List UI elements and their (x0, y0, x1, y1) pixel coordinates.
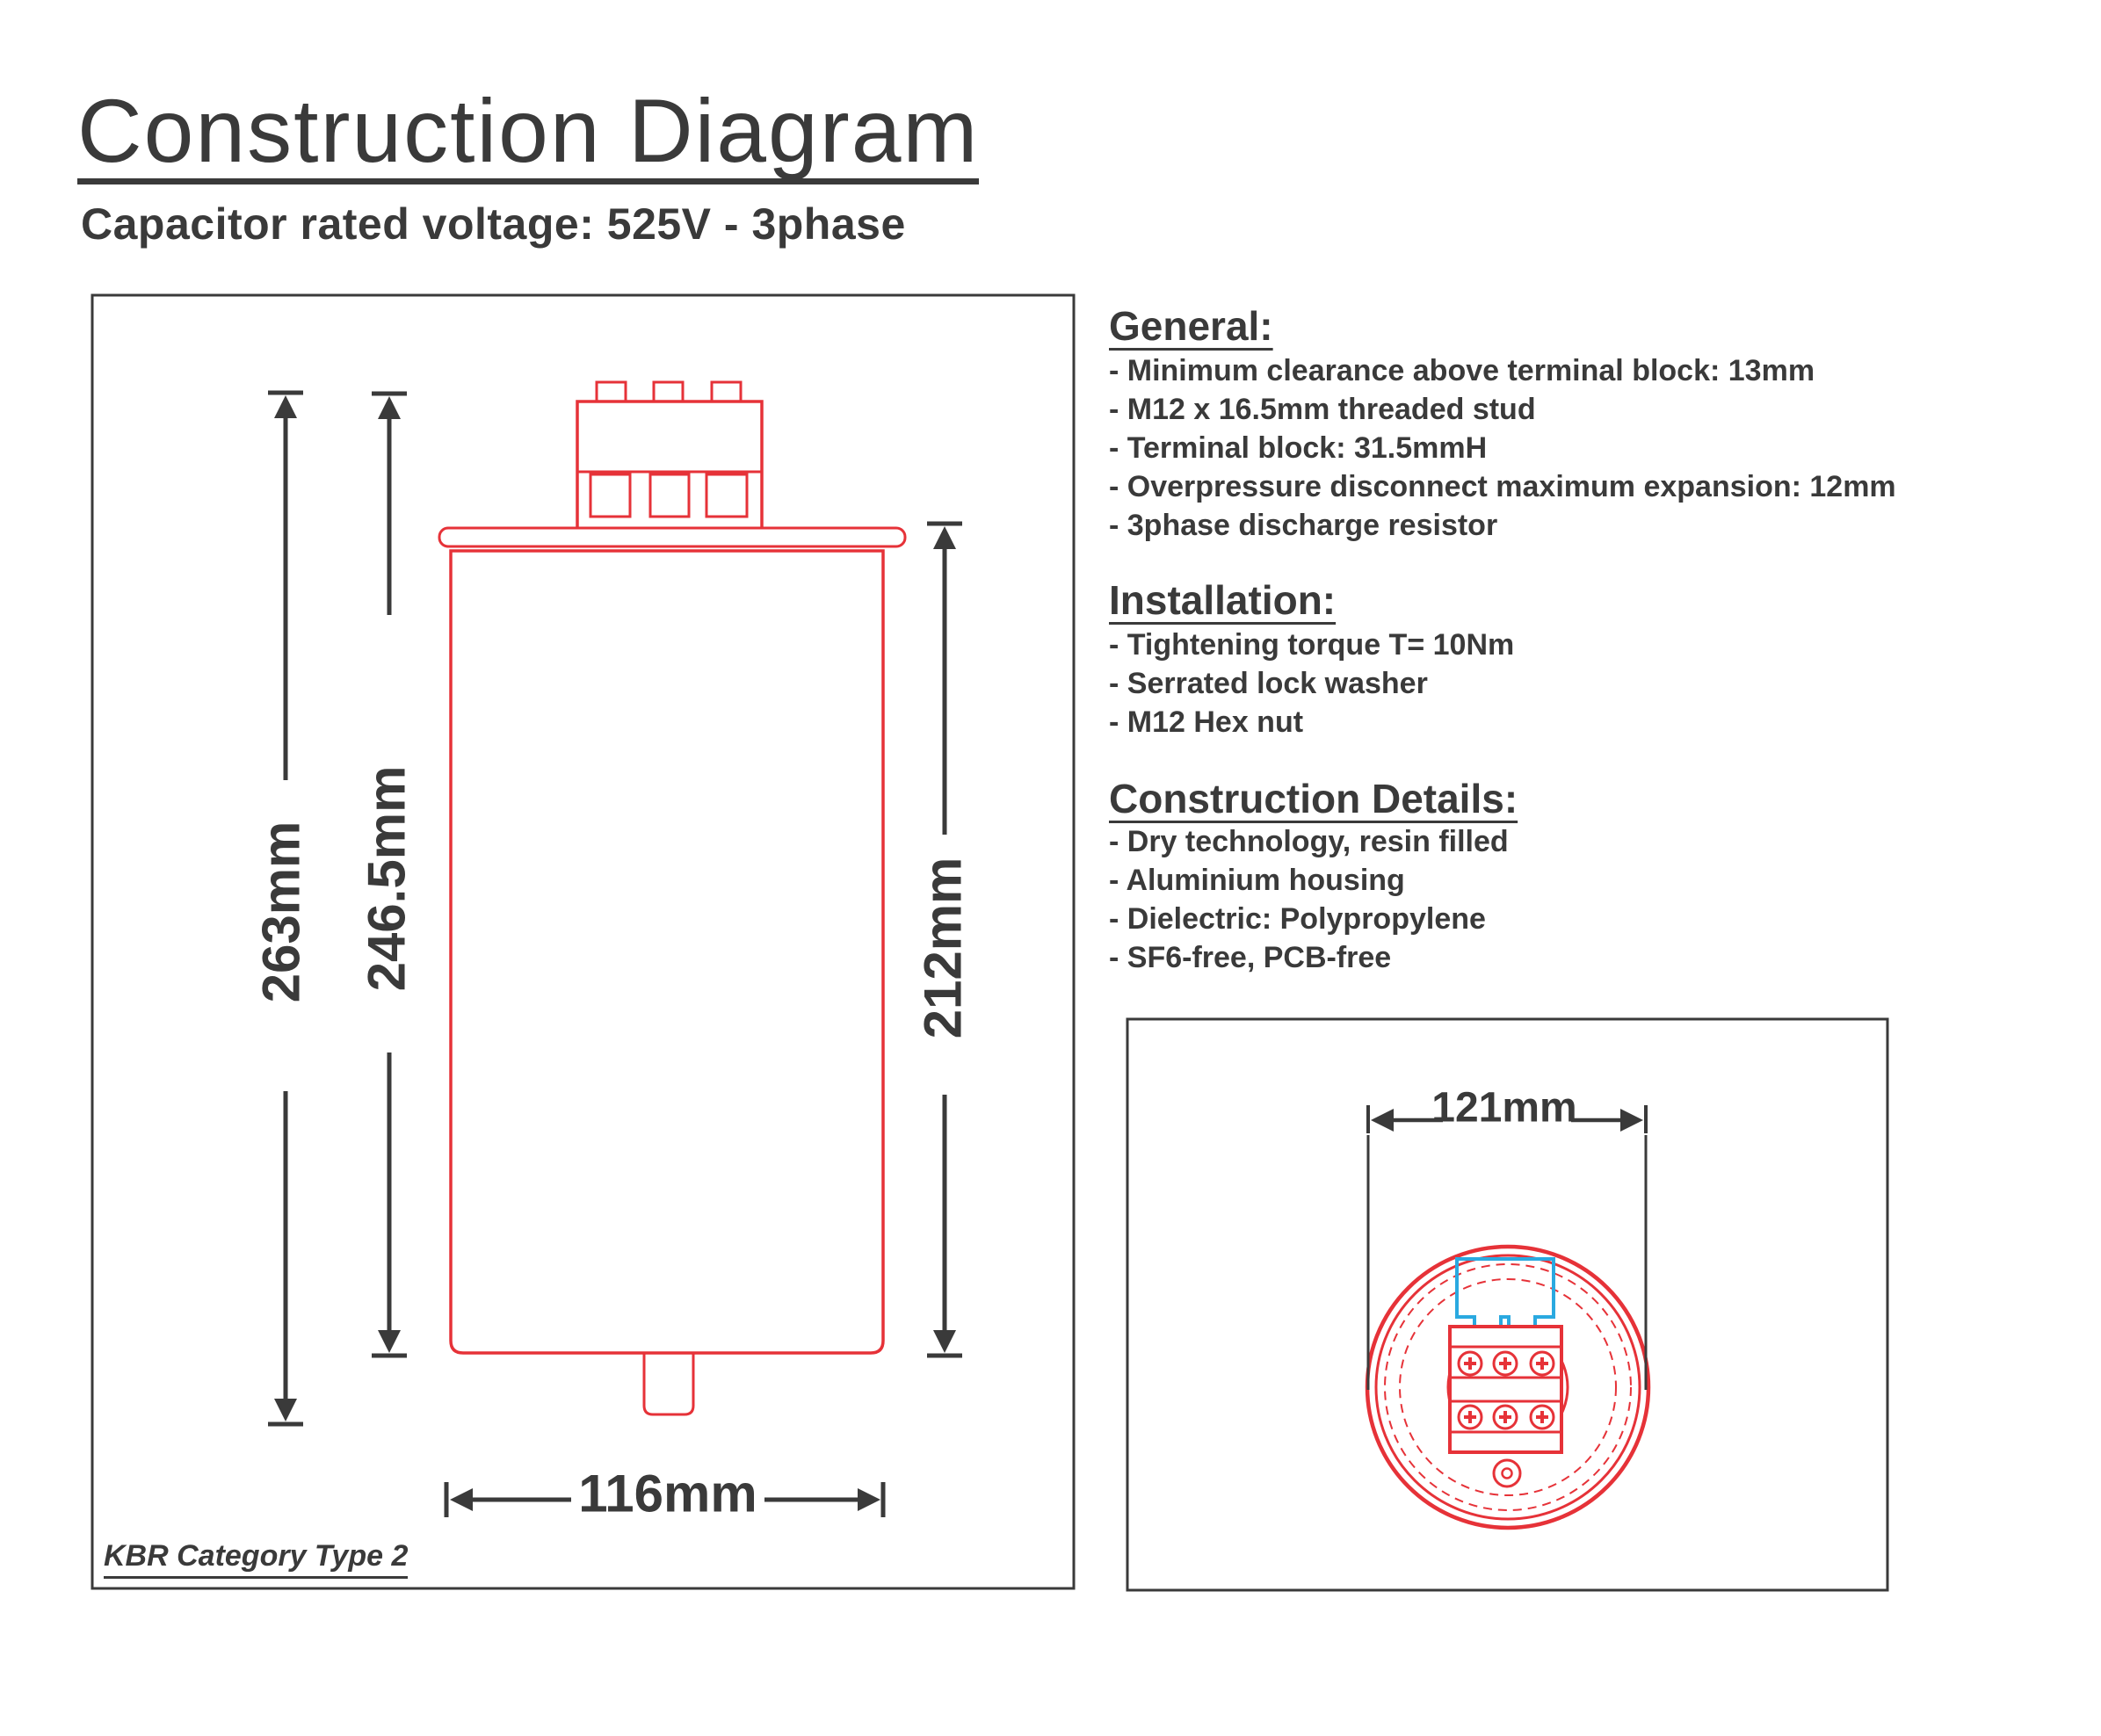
installation-item: - Serrated lock washer (1109, 667, 1428, 700)
capacitor-body (451, 551, 883, 1353)
installation-heading: Installation: (1109, 577, 1337, 623)
general-item: - Overpressure disconnect maximum expansion: 12mm (1109, 470, 1896, 503)
page-title: Construction Diagram (77, 88, 979, 184)
general-items (1109, 351, 1896, 545)
installation-item: - Tightening torque T= 10Nm (1109, 628, 1515, 662)
center-hole-dot (1503, 1469, 1512, 1479)
dimension-label-body-height: 212mm (913, 857, 973, 1039)
category-footnote: KBR Category Type 2 (104, 1539, 408, 1579)
general-item: - Minimum clearance above terminal block: 13mm (1109, 354, 1815, 387)
construction-item: - SF6-free, PCB-free (1109, 941, 1392, 974)
terminal-block-top (1450, 1327, 1561, 1452)
capacitor-side-view (439, 382, 905, 1414)
terminal-stud-1 (597, 382, 626, 401)
dimension-label-case-height: 246.5mm (357, 765, 417, 992)
general-heading: General: (1109, 303, 1273, 349)
dimension-label-diameter: 121mm (1431, 1084, 1577, 1132)
center-hole (1494, 1460, 1520, 1486)
capacitor-top-view (1367, 1247, 1648, 1528)
dimension-label-body-width: 116mm (578, 1464, 757, 1523)
general-item: - Terminal block: 31.5mmH (1109, 431, 1488, 465)
terminal-block (577, 401, 762, 529)
installation-item: - M12 Hex nut (1109, 705, 1304, 739)
dimension-label-total-height: 263mm (251, 821, 311, 1003)
construction-details-heading: Construction Details: (1109, 776, 1518, 821)
construction-details-items (1109, 822, 1509, 977)
general-item: - M12 x 16.5mm threaded stud (1109, 393, 1536, 426)
capacitor-flange (439, 528, 905, 546)
terminal-stud-2 (654, 382, 683, 401)
construction-item: - Dry technology, resin filled (1109, 825, 1509, 858)
construction-item: - Aluminium housing (1109, 864, 1405, 897)
terminal-stud-3 (712, 382, 741, 401)
bottom-mounting-stud (644, 1353, 693, 1414)
general-item: - 3phase discharge resistor (1109, 509, 1498, 542)
installation-items (1109, 626, 1514, 741)
page-subtitle: Capacitor rated voltage: 525V - 3phase (81, 199, 906, 249)
construction-item: - Dielectric: Polypropylene (1109, 902, 1486, 936)
